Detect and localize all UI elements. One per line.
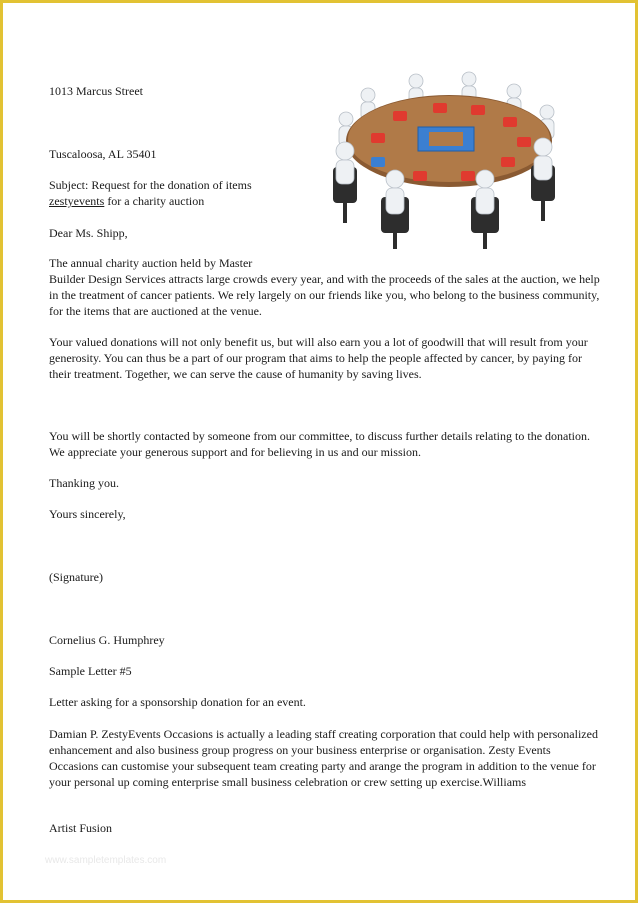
signer-name: Cornelius G. Humphrey: [49, 633, 165, 647]
subject-line: Subject: Request for the donation of items: [49, 178, 252, 192]
zestyevents-link[interactable]: zestyevents: [49, 194, 105, 208]
salutation: Dear Ms. Shipp,: [49, 226, 128, 240]
thanks-line: Thanking you.: [49, 476, 119, 490]
signature-placeholder: (Signature): [49, 570, 103, 584]
meeting-table-illustration: [321, 67, 571, 252]
paragraph-1-first-line: The annual charity auction held by Master: [49, 256, 253, 270]
paragraph-4: Damian P. ZestyEvents Occasions is actually a leading staff creating corporation that could help with personalized enhancement and also business group progress on your business enterprise or organisation. Zesty Events Occasions can customise your subsequent team creating party and arange the program in addition to the venue for your personal up coming enterprise small business celebration or crew setting up exercise.Williams: [49, 727, 598, 789]
paragraph-2: Your valued donations will not only benefit us, but will also earn you a lot of goodwill that will result from your generosity. You can thus be a part of our program that aims to help the people affected by cancer, by paying for their treatment. Together, we can serve the cause of humanity by saving lives.: [49, 335, 588, 381]
watermark: www.sampletemplates.com: [45, 855, 167, 866]
sample-description: Letter asking for a sponsorship donation for an event.: [49, 695, 306, 709]
subject-rest: for a charity auction: [104, 194, 205, 208]
closing-line: Yours sincerely,: [49, 507, 126, 521]
artist-line: Artist Fusion: [49, 821, 113, 835]
paragraph-1: Builder Design Services attracts large crowds every year, and with the proceeds of the sales at the auction, we help in the treatment of cancer patients. We rely largely on our friends like you, who belong to the business community, for the items that are auctioned at the venue.: [49, 272, 600, 318]
address-street: 1013 Marcus Street: [49, 84, 143, 98]
sample-heading: Sample Letter #5: [49, 664, 132, 678]
paragraph-3: You will be shortly contacted by someone from our committee, to discuss further details relating to the donation. We appreciate your generous support and for believing in us and our mission.: [49, 429, 591, 459]
address-city: Tuscaloosa, AL 35401: [49, 147, 157, 161]
